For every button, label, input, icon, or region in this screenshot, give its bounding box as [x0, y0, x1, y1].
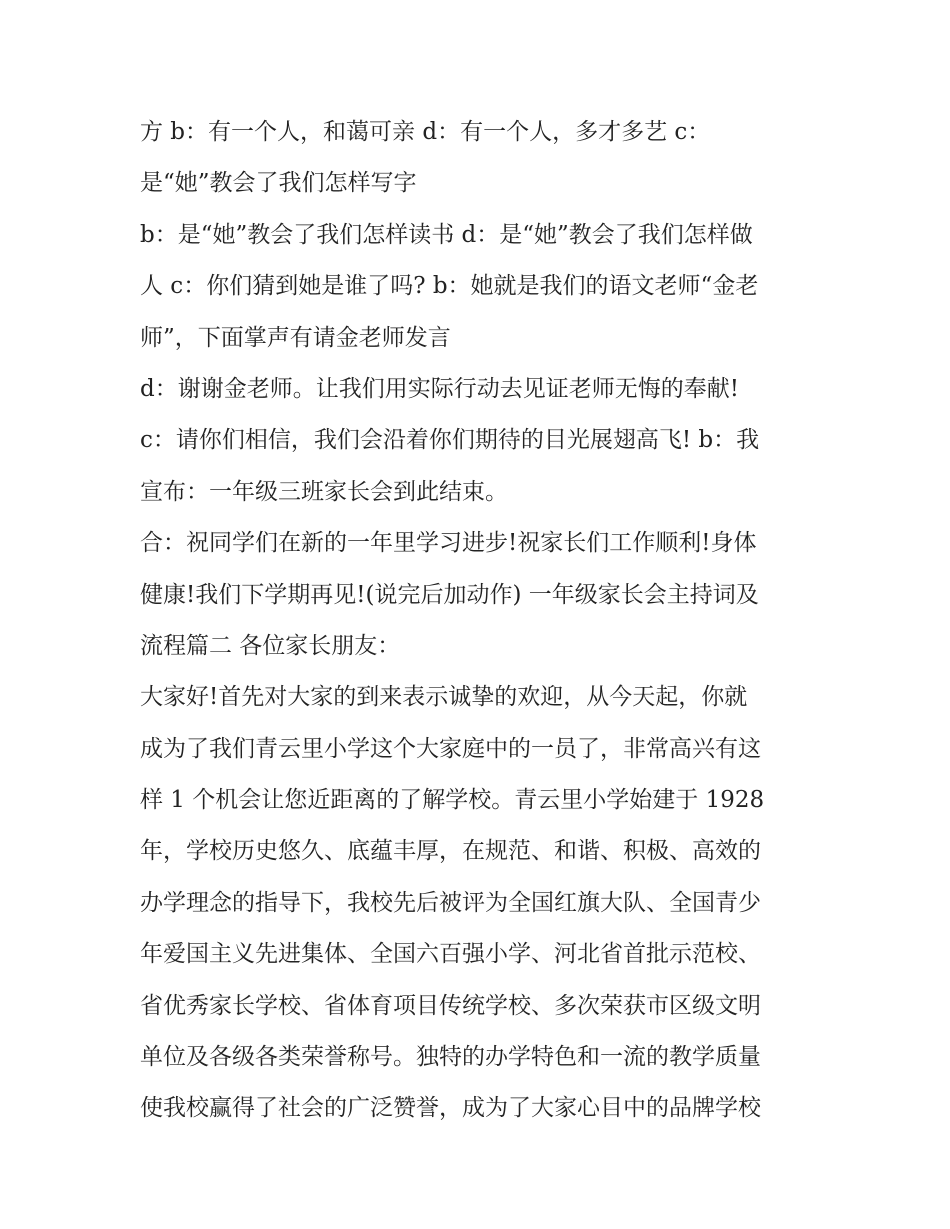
- text-line: 合：祝同学们在新的一年里学习进步!祝家长们工作顺利!身体: [140, 530, 757, 557]
- text-line: 成为了我们青云里小学这个大家庭中的一员了，非常高兴有这: [140, 735, 761, 762]
- text-line: 省优秀家长学校、省体育项目传统学校、多次荣获市区级文明: [140, 992, 761, 1019]
- text-line: d：谢谢金老师。让我们用实际行动去见证老师无悔的奉献!: [140, 375, 739, 402]
- text-line: 宣布：一年级三班家长会到此结束。: [140, 478, 508, 505]
- text-line: 是“她”教会了我们怎样写字: [140, 170, 417, 197]
- document-body: [140, 107, 820, 1135]
- text-line: 样 1 个机会让您近距离的了解学校。青云里小学始建于 1928: [140, 787, 765, 814]
- text-line: 办学理念的指导下，我校先后被评为全国红旗大队、全国青少: [140, 889, 761, 916]
- text-line: 年，学校历史悠久、底蕴丰厚，在规范、和谐、积极、高效的: [140, 838, 761, 865]
- text-line: 流程篇二 各位家长朋友：: [140, 632, 401, 659]
- text-line: c：请你们相信，我们会沿着你们期待的目光展翅高飞! b：我: [140, 427, 760, 454]
- text-line: 健康!我们下学期再见!(说完后加动作) 一年级家长会主持词及: [140, 581, 759, 608]
- text-line: 单位及各级各类荣誉称号。独特的办学特色和一流的教学质量: [140, 1044, 761, 1071]
- text-line: 年爱国主义先进集体、全国六百强小学、河北省首批示范校、: [140, 941, 761, 968]
- text-line: 大家好!首先对大家的到来表示诚挚的欢迎，从今天起，你就: [140, 684, 748, 711]
- text-line: 使我校赢得了社会的广泛赞誉，成为了大家心目中的品牌学校: [140, 1095, 761, 1122]
- text-line: 人 c：你们猜到她是谁了吗? b：她就是我们的语文老师“金老: [140, 273, 759, 300]
- text-line: 方 b：有一个人，和蔼可亲 d：有一个人，多才多艺 c：: [140, 119, 711, 145]
- text-line: 师”，下面掌声有请金老师发言: [140, 324, 451, 351]
- text-line: b：是“她”教会了我们怎样读书 d：是“她”教会了我们怎样做: [140, 221, 753, 248]
